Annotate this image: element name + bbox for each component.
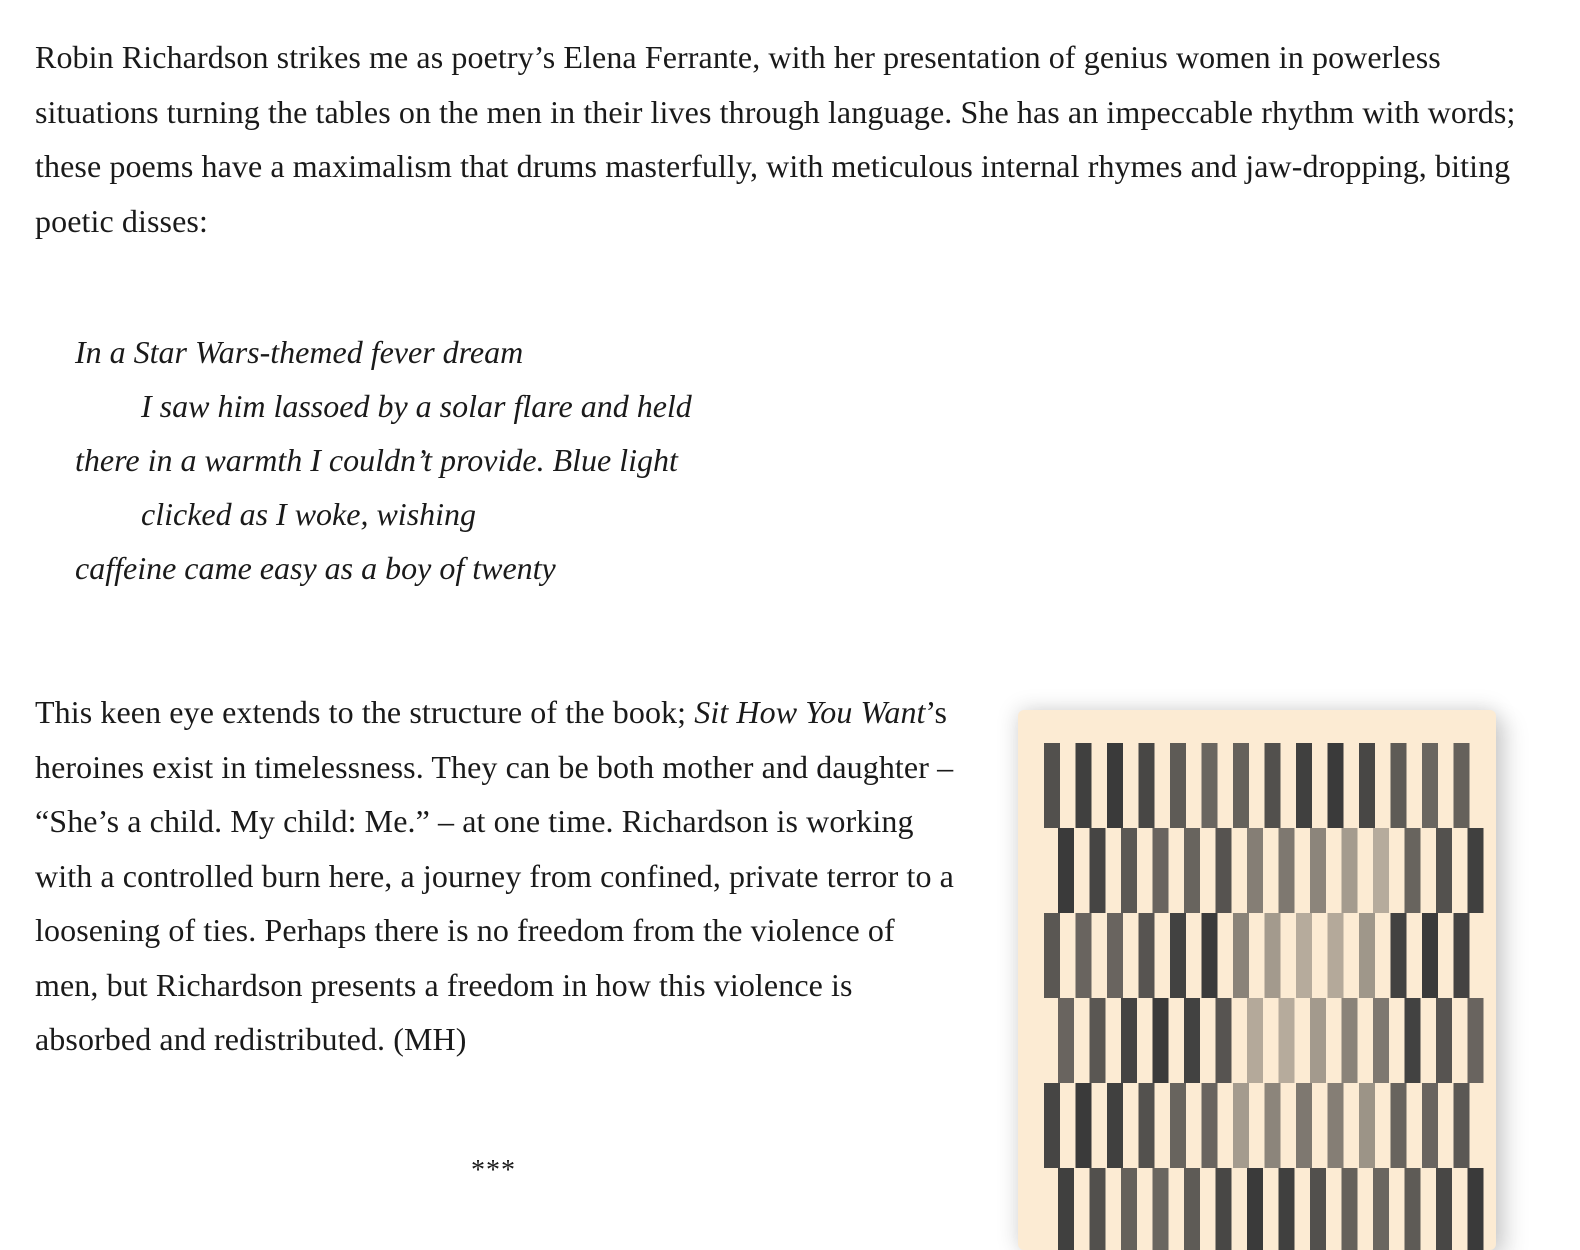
cover-stripe — [1076, 743, 1092, 828]
cover-stripe — [1184, 998, 1200, 1083]
cover-stripe — [1247, 1168, 1263, 1250]
cover-stripe — [1454, 743, 1470, 828]
cover-stripe — [1391, 743, 1407, 828]
poem-line: In a Star Wars-themed fever dream — [75, 334, 524, 370]
poem-excerpt — [75, 325, 692, 595]
cover-stripe — [1202, 1083, 1218, 1168]
cover-stripe — [1468, 998, 1484, 1083]
cover-stripe — [1373, 1168, 1389, 1250]
cover-stripe — [1139, 743, 1155, 828]
cover-stripe — [1216, 828, 1232, 913]
cover-stripe — [1170, 743, 1186, 828]
cover-stripe — [1044, 1083, 1060, 1168]
section-separator: *** — [471, 1155, 516, 1186]
cover-stripe — [1359, 743, 1375, 828]
cover-stripe — [1107, 743, 1123, 828]
cover-stripe — [1391, 913, 1407, 998]
cover-stripe — [1405, 998, 1421, 1083]
cover-stripe — [1342, 998, 1358, 1083]
cover-stripe — [1405, 1168, 1421, 1250]
cover-stripe — [1296, 743, 1312, 828]
poem-line: I saw him lassoed by a solar flare and held — [141, 388, 692, 424]
cover-stripe — [1121, 828, 1137, 913]
cover-stripe — [1296, 913, 1312, 998]
cover-stripe — [1090, 1168, 1106, 1250]
cover-stripe — [1170, 1083, 1186, 1168]
cover-stripe — [1422, 743, 1438, 828]
cover-stripe — [1058, 998, 1074, 1083]
cover-stripe — [1391, 1083, 1407, 1168]
book-cover-image[interactable] — [1018, 710, 1496, 1250]
cover-stripe — [1436, 828, 1452, 913]
cover-stripe — [1247, 998, 1263, 1083]
cover-stripe — [1058, 828, 1074, 913]
cover-stripe — [1265, 743, 1281, 828]
cover-stripe — [1076, 1083, 1092, 1168]
cover-stripe — [1279, 828, 1295, 913]
cover-stripe — [1076, 913, 1092, 998]
cover-stripe — [1139, 1083, 1155, 1168]
body-paragraph — [35, 685, 965, 1067]
cover-stripe — [1279, 998, 1295, 1083]
cover-stripe — [1405, 828, 1421, 913]
cover-stripe — [1373, 828, 1389, 913]
cover-stripe — [1153, 998, 1169, 1083]
cover-stripe — [1216, 1168, 1232, 1250]
cover-stripe — [1058, 1168, 1074, 1250]
cover-stripe — [1342, 1168, 1358, 1250]
cover-stripe — [1436, 1168, 1452, 1250]
cover-stripe — [1107, 1083, 1123, 1168]
cover-stripe — [1468, 828, 1484, 913]
cover-stripe — [1090, 998, 1106, 1083]
cover-stripe — [1044, 743, 1060, 828]
cover-stripe — [1422, 1083, 1438, 1168]
cover-stripe — [1436, 998, 1452, 1083]
cover-stripe — [1454, 1083, 1470, 1168]
body-text-start: This keen eye extends to the structure of the book; — [35, 694, 695, 730]
cover-stripe — [1468, 1168, 1484, 1250]
poem-line: there in a warmth I couldn’t provide. Blue light — [75, 442, 678, 478]
poem-line: clicked as I woke, wishing — [141, 496, 477, 532]
cover-stripe — [1233, 743, 1249, 828]
cover-stripe — [1342, 828, 1358, 913]
body-text-rest: ’s heroines exist in timelessness. They can be both mother and daughter – “She’s a child. My child: Me.” – at one time. Richardson is working with a controlled burn here, a journey from confined, private terror to a loosening of ties. Perhaps there is no freedom from the violence of men, but Richardson presents a freedom in how this violence is absorbed and redistributed. (MH) — [35, 694, 954, 1057]
cover-stripe — [1310, 828, 1326, 913]
cover-stripe — [1044, 913, 1060, 998]
cover-stripe — [1279, 1168, 1295, 1250]
cover-stripe-pattern — [1018, 710, 1496, 1250]
poem-line: caffeine came easy as a boy of twenty — [75, 550, 556, 586]
cover-stripe — [1310, 998, 1326, 1083]
cover-stripe — [1184, 828, 1200, 913]
cover-stripe — [1184, 1168, 1200, 1250]
cover-stripe — [1107, 913, 1123, 998]
body-paragraph-block — [35, 685, 965, 1067]
cover-stripe — [1247, 828, 1263, 913]
cover-stripe — [1216, 998, 1232, 1083]
review-article — [35, 30, 1565, 1186]
cover-stripe — [1328, 743, 1344, 828]
cover-stripe — [1170, 913, 1186, 998]
cover-stripe — [1153, 828, 1169, 913]
intro-paragraph: Robin Richardson strikes me as poetry’s Elena Ferrante, with her presentation of genius women in powerless situations turning the tables on the men in their lives through language. She has an impeccable rhythm with words; these poems have a maximalism that drums masterfully, with meticulous internal rhymes and jaw-dropping, biting poetic disses: — [35, 39, 1516, 239]
cover-stripe — [1121, 998, 1137, 1083]
cover-stripe — [1202, 743, 1218, 828]
cover-stripe — [1454, 913, 1470, 998]
cover-stripe — [1139, 913, 1155, 998]
cover-stripe — [1090, 828, 1106, 913]
cover-stripe — [1265, 1083, 1281, 1168]
cover-stripe — [1153, 1168, 1169, 1250]
cover-stripe — [1233, 1083, 1249, 1168]
book-title: Sit How You Want — [694, 694, 926, 730]
cover-stripe — [1121, 1168, 1137, 1250]
cover-stripe — [1296, 1083, 1312, 1168]
cover-stripe — [1328, 913, 1344, 998]
cover-stripe — [1359, 1083, 1375, 1168]
cover-stripe — [1233, 913, 1249, 998]
cover-stripe — [1310, 1168, 1326, 1250]
cover-stripe — [1202, 913, 1218, 998]
cover-stripe — [1359, 913, 1375, 998]
cover-stripe — [1373, 998, 1389, 1083]
cover-stripe — [1328, 1083, 1344, 1168]
cover-stripe — [1265, 913, 1281, 998]
cover-stripe — [1422, 913, 1438, 998]
